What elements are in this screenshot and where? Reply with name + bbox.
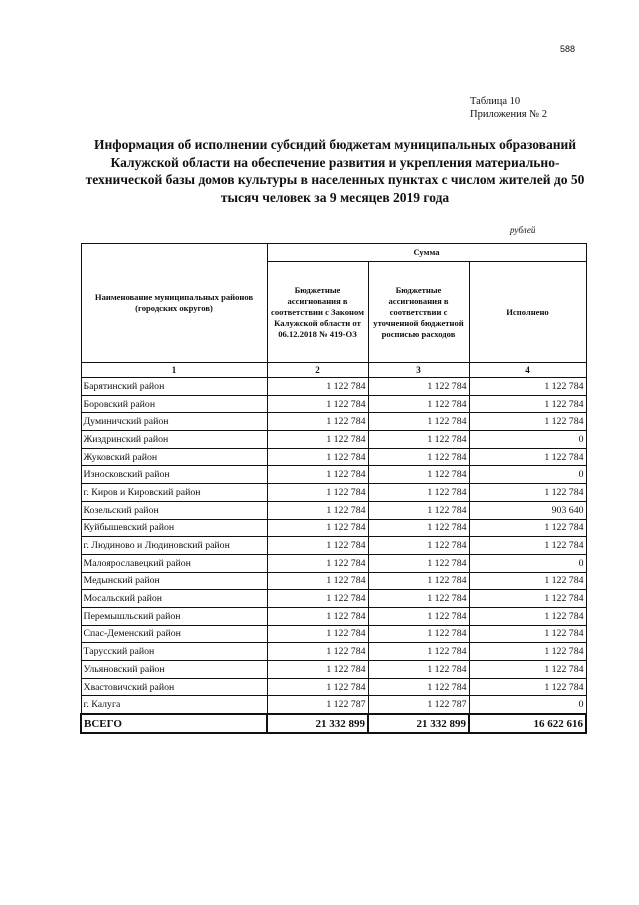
executed-cell: 1 122 784 <box>469 643 586 661</box>
law-allocations-cell: 1 122 784 <box>267 678 368 696</box>
revised-allocations-cell: 1 122 784 <box>368 661 469 679</box>
law-allocations-cell: 1 122 784 <box>267 554 368 572</box>
total-row <box>81 714 586 733</box>
table-row <box>81 643 586 661</box>
revised-allocations-cell: 1 122 784 <box>368 448 469 466</box>
district-name: Медынский район <box>81 572 267 590</box>
law-allocations-cell: 1 122 784 <box>267 643 368 661</box>
law-allocations-cell: 1 122 787 <box>267 696 368 714</box>
executed-cell: 1 122 784 <box>469 661 586 679</box>
executed-cell: 0 <box>469 431 586 449</box>
district-name: г. Калуга <box>81 696 267 714</box>
table-body <box>81 363 586 715</box>
table-row <box>81 413 586 431</box>
table-row <box>81 466 586 484</box>
law-allocations-cell: 1 122 784 <box>267 395 368 413</box>
law-allocations-cell: 1 122 784 <box>267 431 368 449</box>
revised-allocations-cell: 1 122 784 <box>368 572 469 590</box>
district-name: Хвастовичский район <box>81 678 267 696</box>
law-allocations-cell: 1 122 784 <box>267 590 368 608</box>
revised-allocations-cell: 1 122 784 <box>368 431 469 449</box>
executed-cell: 1 122 784 <box>469 607 586 625</box>
column-index: 4 <box>469 363 586 378</box>
total-law-allocations: 21 332 899 <box>267 714 368 733</box>
table-row <box>81 501 586 519</box>
revised-allocations-cell: 1 122 784 <box>368 643 469 661</box>
law-allocations-cell: 1 122 784 <box>267 607 368 625</box>
executed-cell: 1 122 784 <box>469 519 586 537</box>
executed-cell: 1 122 784 <box>469 537 586 555</box>
total-executed: 16 622 616 <box>469 714 586 733</box>
district-name: Мосальский район <box>81 590 267 608</box>
district-name: Козельский район <box>81 501 267 519</box>
district-name: Барятинский район <box>81 378 267 396</box>
revised-allocations-cell: 1 122 784 <box>368 413 469 431</box>
revised-allocations-cell: 1 122 784 <box>368 554 469 572</box>
law-allocations-cell: 1 122 784 <box>267 572 368 590</box>
table-row <box>81 395 586 413</box>
table-row <box>81 678 586 696</box>
table-row <box>81 607 586 625</box>
header-executed: Исполнено <box>469 262 586 363</box>
table-row <box>81 519 586 537</box>
executed-cell: 0 <box>469 466 586 484</box>
column-index-row <box>81 363 586 378</box>
executed-cell: 1 122 784 <box>469 448 586 466</box>
executed-cell: 0 <box>469 696 586 714</box>
table-row <box>81 431 586 449</box>
district-name: Жуковский район <box>81 448 267 466</box>
law-allocations-cell: 1 122 784 <box>267 501 368 519</box>
executed-cell: 1 122 784 <box>469 413 586 431</box>
revised-allocations-cell: 1 122 787 <box>368 696 469 714</box>
header-revised-allocations: Бюджетные ассигнования в соответствии с уточненной бюджетной росписью расходов <box>368 262 469 363</box>
law-allocations-cell: 1 122 784 <box>267 378 368 396</box>
executed-cell: 1 122 784 <box>469 678 586 696</box>
column-index: 3 <box>368 363 469 378</box>
page-number: 588 <box>560 44 576 54</box>
district-name: Жиздринский район <box>81 431 267 449</box>
header-row-top <box>81 244 586 262</box>
district-name: Ульяновский район <box>81 661 267 679</box>
revised-allocations-cell: 1 122 784 <box>368 501 469 519</box>
revised-allocations-cell: 1 122 784 <box>368 678 469 696</box>
revised-allocations-cell: 1 122 784 <box>368 519 469 537</box>
column-index: 2 <box>267 363 368 378</box>
law-allocations-cell: 1 122 784 <box>267 466 368 484</box>
table-reference <box>470 95 547 121</box>
table-row <box>81 625 586 643</box>
header-name: Наименование муниципальных районов (городских округов) <box>81 244 267 363</box>
district-name: Думиничский район <box>81 413 267 431</box>
total-label: ВСЕГО <box>81 714 267 733</box>
district-name: Малоярославецкий район <box>81 554 267 572</box>
district-name: г. Киров и Кировский район <box>81 484 267 502</box>
executed-cell: 1 122 784 <box>469 484 586 502</box>
table-row <box>81 448 586 466</box>
table-row <box>81 537 586 555</box>
revised-allocations-cell: 1 122 784 <box>368 395 469 413</box>
executed-cell: 1 122 784 <box>469 590 586 608</box>
table-number: Таблица 10 <box>470 96 521 107</box>
subsidy-table <box>80 243 587 734</box>
table-row <box>81 572 586 590</box>
column-index: 1 <box>81 363 267 378</box>
header-law-allocations: Бюджетные ассигнования в соответствии с Законом Калужской области от 06.12.2018 № 419-ОЗ <box>267 262 368 363</box>
header-sum: Сумма <box>267 244 586 262</box>
table-row <box>81 378 586 396</box>
executed-cell: 1 122 784 <box>469 625 586 643</box>
district-name: Спас-Деменский район <box>81 625 267 643</box>
revised-allocations-cell: 1 122 784 <box>368 484 469 502</box>
revised-allocations-cell: 1 122 784 <box>368 378 469 396</box>
revised-allocations-cell: 1 122 784 <box>368 466 469 484</box>
executed-cell: 1 122 784 <box>469 378 586 396</box>
revised-allocations-cell: 1 122 784 <box>368 537 469 555</box>
district-name: Износковский район <box>81 466 267 484</box>
district-name: г. Людиново и Людиновский район <box>81 537 267 555</box>
table-row <box>81 661 586 679</box>
district-name: Перемышльский район <box>81 607 267 625</box>
law-allocations-cell: 1 122 784 <box>267 661 368 679</box>
table-row <box>81 696 586 714</box>
executed-cell: 1 122 784 <box>469 395 586 413</box>
law-allocations-cell: 1 122 784 <box>267 484 368 502</box>
executed-cell: 0 <box>469 554 586 572</box>
executed-cell: 1 122 784 <box>469 572 586 590</box>
law-allocations-cell: 1 122 784 <box>267 537 368 555</box>
units-label: рублей <box>510 225 536 235</box>
total-revised-allocations: 21 332 899 <box>368 714 469 733</box>
law-allocations-cell: 1 122 784 <box>267 625 368 643</box>
law-allocations-cell: 1 122 784 <box>267 519 368 537</box>
table-row <box>81 554 586 572</box>
table-row <box>81 590 586 608</box>
revised-allocations-cell: 1 122 784 <box>368 607 469 625</box>
district-name: Боровский район <box>81 395 267 413</box>
law-allocations-cell: 1 122 784 <box>267 413 368 431</box>
executed-cell: 903 640 <box>469 501 586 519</box>
document-title: Информация об исполнении субсидий бюджетам муниципальных образований Калужской области на обеспечение развития и укрепления материально-технической базы домов культуры в населенных пунктах с числом жителей до 50 тысяч человек за 9 месяцев 2019 года <box>85 137 585 205</box>
district-name: Тарусский район <box>81 643 267 661</box>
appendix-number: Приложения № 2 <box>470 109 548 120</box>
law-allocations-cell: 1 122 784 <box>267 448 368 466</box>
table-row <box>81 484 586 502</box>
district-name: Куйбышевский район <box>81 519 267 537</box>
revised-allocations-cell: 1 122 784 <box>368 590 469 608</box>
revised-allocations-cell: 1 122 784 <box>368 625 469 643</box>
